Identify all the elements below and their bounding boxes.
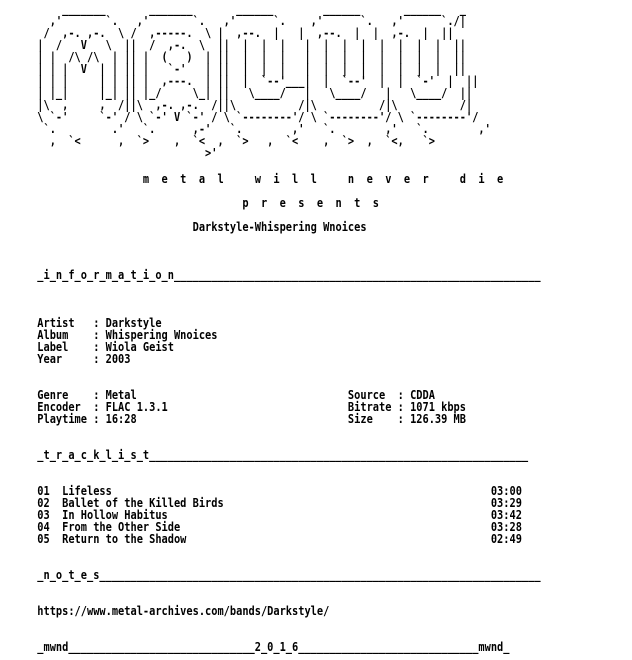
notes-link[interactable]: https://www.metal-archives.com/bands/Darkstyle/ (0, 604, 330, 618)
logo-line: | | /\ /\ | || | ( ) | || | | | | | | | | | | | || (0, 50, 466, 64)
info-line: Year : 2003 (0, 352, 131, 366)
track-row: 03 In Hollow Habitus 03:42 (0, 508, 522, 522)
logo-line: | |_| |_| || |_/ \_| || \____/ | \____/ | \____/ || (0, 86, 473, 100)
info-line: Genre : Metal Source : CDDA (0, 388, 435, 402)
blank-line (0, 617, 541, 629)
logo-line: |\ , , /||\ ,-. ,-. /||\ /|\ /|\ /| (0, 98, 473, 112)
logo-line: , `< , `> , `< , `> , `< , `> , `<, `> (0, 134, 435, 148)
section-header-tracklist: _t_r_a_c_k_l_i_s_t_____________________________________________________________ (0, 448, 529, 462)
footer-line: _mwnd______________________________2_0_1_6_____________________________mwnd_ (0, 640, 510, 654)
nfo-document (0, 173, 541, 653)
track-row: 05 Return to the Shadow 02:49 (0, 532, 522, 546)
info-line: Encoder : FLAC 1.3.1 Bitrate : 1071 kbps (0, 400, 466, 414)
track-row: 01 Lifeless 03:00 (0, 484, 522, 498)
info-line: Playtime : 16:28 Size : 126.39 MB (0, 412, 466, 426)
info-line: Label : Wiola Geist (0, 340, 174, 354)
logo-line: \ `-' `-' / \ `-' V `-' / \ `--------'/ \ `--------'/ \ `--------'/ (0, 110, 479, 124)
logo-line: `. .' `. ,-' `. ,' `. ,' `. ,' (0, 122, 491, 136)
logo-line: | | | V | | || | `-' | || | | | | | | | | | | | || (0, 62, 466, 76)
blank-line (0, 425, 541, 437)
logo-line: _______ _______ ______ ______ ______ _ (0, 2, 466, 16)
track-row: 02 Ballet of the Killed Birds 03:29 (0, 496, 522, 510)
blank-line (0, 293, 541, 305)
logo-line: | / V \ || / ,-. \ || | | | | | | | | | | | || (0, 38, 466, 52)
presents-line: p r e s e n t s (0, 196, 380, 210)
release-title: Darkstyle-Whispering Wnoices (0, 220, 367, 234)
section-header-notes: _n_o_t_e_s_______________________________________________________________________ (0, 568, 541, 582)
logo-line: ,' `. ,' `. ,' `. ,' `. ,' `./| (0, 14, 466, 28)
blank-line (0, 233, 541, 245)
ascii-art-logo (0, 3, 491, 159)
logo-line: | | | | | || | ,---. | || | `--'___| | `--' | | `-' | || (0, 74, 479, 88)
blank-line (0, 365, 541, 377)
info-line: Album : Whispering Wnoices (0, 328, 218, 342)
track-row: 04 From the Other Side 03:28 (0, 520, 522, 534)
logo-line: / ,-. ,-. \ / ,-----. \ | ,--. | | ,--. | | ,-. | || (0, 26, 454, 40)
logo-line: >' (0, 146, 218, 160)
blank-line (0, 461, 541, 473)
blank-line (0, 545, 541, 557)
blank-line (0, 281, 541, 293)
section-header-information: _i_n_f_o_r_m_a_t_i_o_n___________________________________________________________ (0, 268, 541, 282)
tagline: m e t a l w i l l n e v e r d i e (0, 172, 504, 186)
blank-line (0, 245, 541, 257)
blank-line (0, 581, 541, 593)
info-line: Artist : Darkstyle (0, 316, 162, 330)
